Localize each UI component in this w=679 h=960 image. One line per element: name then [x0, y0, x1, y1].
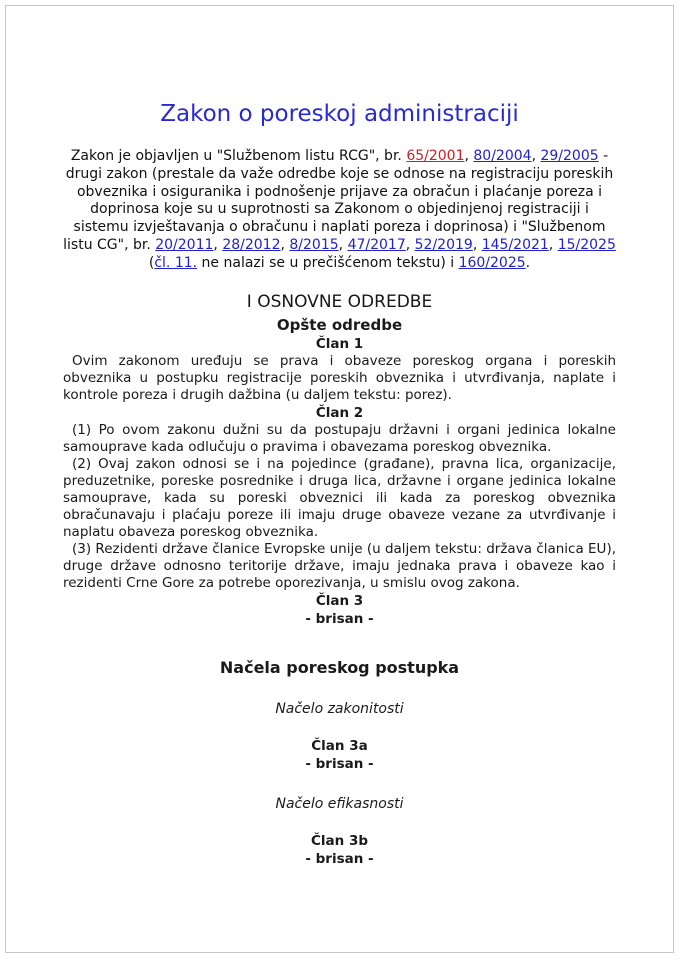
article-status-clan-3a-brisan: - brisan - [305, 755, 374, 772]
document-title: Zakon o poreskoj administraciji [160, 101, 519, 127]
intro-text-segment: ( [148, 254, 155, 271]
paragraph-clan2-item2: (2) Ovaj zakon odnosi se i na pojedince (građane), pravna lica, organizacije, preduzetnike, poreske posrednike i druga lica, državne i organe jedinica lokalne samouprave, kada su poreski obveznici ili kada za poreskog obveznika obračunavaju i plaćaju poreze ili imaju druge obaveze vezane za utvrđivanje i naplatu obaveza poreskog obveznika. [63, 455, 616, 540]
law-reference-link[interactable]: 65/2001 [406, 148, 465, 164]
intro-text-segment: , [280, 236, 290, 253]
intro-text-segment: , [531, 148, 541, 164]
article-heading-clan-2: Član 2 [315, 404, 364, 421]
paragraph-clan1-text: Ovim zakonom uređuju se prava i obaveze poreskog organa i poreskih obveznika u postupku registracije poreskih obveznika i utvrđivanja, naplate i kontrole poreza i drugih dažbina (u daljem tekstu: porez). [63, 352, 616, 403]
law-reference-link[interactable]: 80/2004 [473, 148, 532, 164]
paragraph-clan2-item3: (3) Rezidenti države članice Evropske unije (u daljem tekstu: država članica EU), druge države odnosno teritorije države, imaju jednaka prava i obaveze kao i rezidenti Crne Gore za potrebe oporezivanja, u smislu ovog zakona. [63, 540, 616, 591]
article-heading-clan-3b: Član 3b [310, 832, 368, 849]
intro-text-segment: , [464, 148, 474, 164]
intro-text-segment: , [548, 236, 558, 253]
article-heading-clan-3: Član 3 [315, 592, 364, 609]
intro-text-segment: . [525, 254, 531, 271]
intro-text-segment: - drugi zakon (prestale da važe odredbe koje se odnose na registraciju poreskih obveznika i osiguranika i podnošenje prijave za obračun i plaćanje poreza i doprinosa koje su u suprotnosti sa Zakonom o objedinjenoj registraciji i sistemu izvještavanja o obračunu i naplati poreza i doprinosa) i "Službenom listu CG", br. [63, 148, 614, 253]
intro-text-segment: , [472, 236, 482, 253]
law-reference-link[interactable]: 29/2005 [540, 148, 599, 164]
law-reference-link[interactable]: 52/2019 [414, 236, 473, 253]
document-page [5, 5, 674, 953]
heading-nacelo-efikasnosti: Načelo efikasnosti [275, 795, 404, 812]
publication-note [63, 148, 616, 273]
law-reference-link[interactable]: 8/2015 [289, 236, 339, 253]
article-status-clan-3-brisan: - brisan - [305, 610, 374, 627]
intro-text-segment: ne nalazi se u prečišćenom tekstu) i [197, 254, 459, 271]
document-content [6, 6, 673, 898]
subsection-heading-opste-odredbe: Opšte odredbe [276, 315, 403, 334]
intro-text-segment: Zakon je objavljen u "Službenom listu RCG", br. [70, 148, 407, 164]
paragraph-clan2-item1: (1) Po ovom zakonu dužni su da postupaju državni i organi jedinica lokalne samouprave kada odlučuju o pravima i obavezama poreskog obveznika. [63, 421, 616, 455]
law-reference-link[interactable]: 160/2025 [458, 254, 526, 271]
law-reference-link[interactable]: 15/2025 [557, 236, 616, 253]
law-reference-link[interactable]: 145/2021 [481, 236, 549, 253]
heading-nacela-poreskog-postupka: Načela poreskog postupka [219, 657, 460, 677]
section-heading-osnovne-odredbe: I OSNOVNE ODREDBE [246, 291, 433, 312]
article-heading-clan-1: Član 1 [315, 335, 364, 352]
article-status-clan-3b-brisan: - brisan - [305, 850, 374, 867]
intro-text-segment: , [405, 236, 415, 253]
heading-nacelo-zakonitosti: Načelo zakonitosti [275, 700, 404, 717]
law-reference-link[interactable]: 20/2011 [155, 236, 214, 253]
law-reference-link[interactable]: čl. 11. [154, 254, 198, 271]
law-reference-link[interactable]: 47/2017 [347, 236, 406, 253]
intro-text-segment: , [338, 236, 348, 253]
intro-text-segment: , [213, 236, 223, 253]
law-reference-link[interactable]: 28/2012 [222, 236, 281, 253]
article-heading-clan-3a: Član 3a [311, 737, 368, 754]
